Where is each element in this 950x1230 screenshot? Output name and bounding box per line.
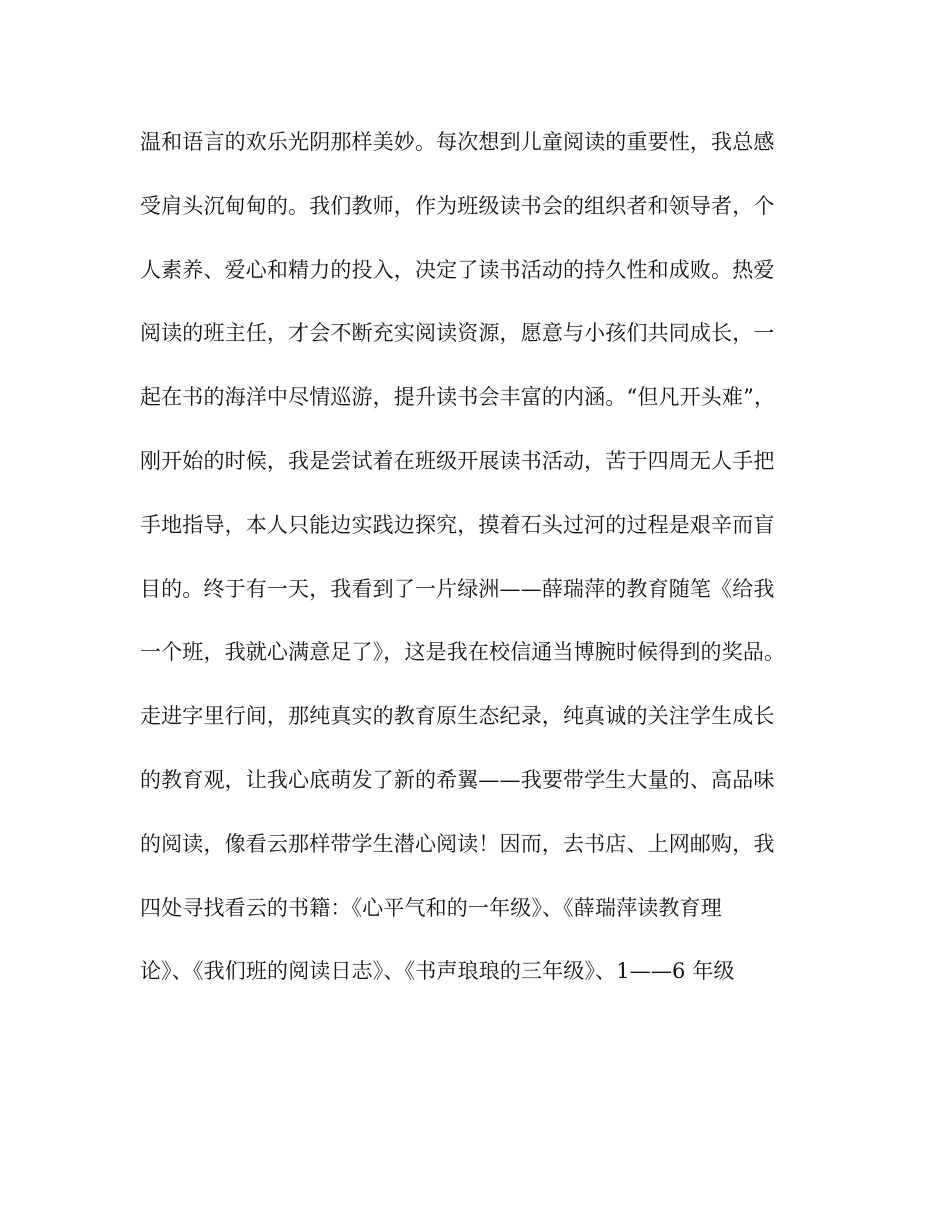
text-line: 一个班，我就心满意足了》，这是我在校信通当博腕时候得到的奖品。 <box>140 640 786 665</box>
text-line: 刚开始的时候，我是尝试着在班级开展读书活动，苦于四周无人手把 <box>140 448 775 473</box>
text-line: 的阅读，像看云那样带学生潜心阅读！因而，去书店、上网邮购，我 <box>140 831 775 856</box>
body-text <box>140 124 810 1017</box>
text-line: 受肩头沉甸甸的。我们教师，作为班级读书会的组织者和领导者，个 <box>140 193 775 218</box>
text-line: 走进字里行间，那纯真实的教育原生态纪录，纯真诚的关注学生成长 <box>140 704 775 729</box>
text-line: 目的。终于有一天，我看到了一片绿洲——薛瑞萍的教育随笔《给我 <box>140 576 775 601</box>
text-line: 论》、《我们班的阅读日志》、《书声琅琅的三年级》、1——6 年级 <box>140 959 735 984</box>
text-line: 起在书的海洋中尽情巡游，提升读书会丰富的内涵。“但凡开头难”， <box>140 385 776 410</box>
text-line: 阅读的班主任，才会不断充实阅读资源，愿意与小孩们共同成长，一 <box>140 321 775 346</box>
text-line: 温和语言的欢乐光阴那样美妙。每次想到儿童阅读的重要性，我总感 <box>140 130 775 154</box>
text-line: 人素养、爱心和精力的投入，决定了读书活动的持久性和成败。热爱 <box>140 257 775 282</box>
text-line: 的教育观，让我心底萌发了新的希翼——我要带学生大量的、高品味 <box>140 767 775 792</box>
text-line: 四处寻找看云的书籍：《心平气和的一年级》、《薛瑞萍读教育理 <box>140 895 722 920</box>
text-line: 手地指导，本人只能边实践边探究，摸着石头过河的过程是艰辛而盲 <box>140 512 775 537</box>
